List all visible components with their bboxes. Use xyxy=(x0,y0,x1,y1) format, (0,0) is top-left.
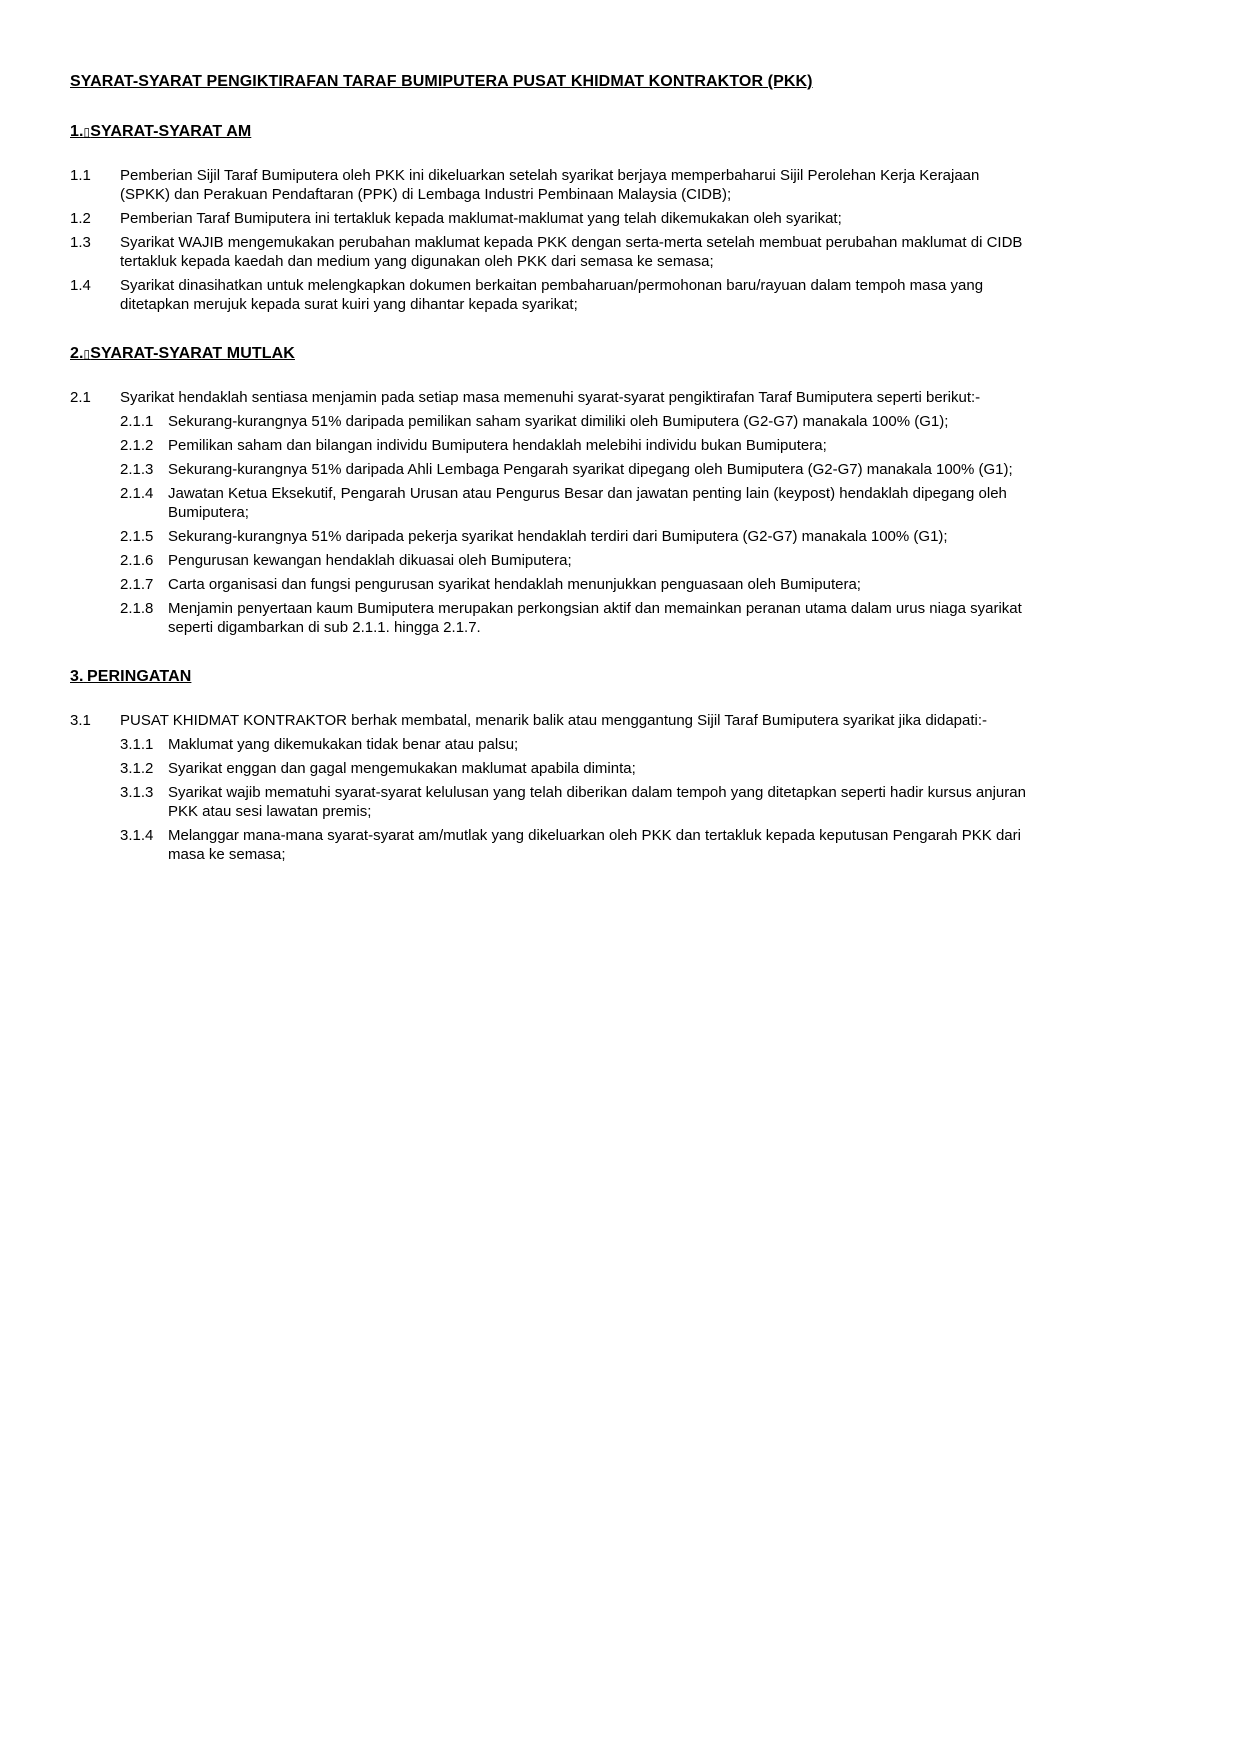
clause-2-1-4 xyxy=(120,484,1170,522)
clause-2-1-8 xyxy=(120,599,1170,637)
clause-number: 3.1.4 xyxy=(120,827,154,844)
clause-3-1-1 xyxy=(120,735,1170,754)
clause-text: Menjamin penyertaan kaum Bumiputera merupakan perkongsian aktif dan memainkan peranan utama dalam urus niaga syarikat seperti digambarkan di sub 2.1.1. hingga 2.1.7. xyxy=(168,600,1022,636)
section-peringatan xyxy=(70,667,1170,864)
clause-number: 3.1.2 xyxy=(120,760,154,777)
clause-3-1 xyxy=(70,711,1170,730)
clause-number: 1.3 xyxy=(70,234,91,251)
clause-text: Pemberian Sijil Taraf Bumiputera oleh PKK ini dikeluarkan setelah syarikat berjaya memperbaharui Sijil Perolehan Kerja Kerajaan (SPKK) dan Perakuan Pendaftaran (PPK) di Lembaga Industri Pembinaan Malaysia (CIDB); xyxy=(120,167,980,203)
clause-text: Pemberian Taraf Bumiputera ini tertakluk kepada maklumat-maklumat yang telah dikemukakan oleh syarikat; xyxy=(120,210,842,227)
clause-2-1-3 xyxy=(120,460,1170,479)
clause-text: Sekurang-kurangnya 51% daripada Ahli Lembaga Pengarah syarikat dipegang oleh Bumiputera (G2-G7) manakala 100% (G1); xyxy=(168,461,1013,478)
clause-number: 3.1 xyxy=(70,712,91,729)
clause-text: Carta organisasi dan fungsi pengurusan syarikat hendaklah menunjukkan penguasaan oleh Bumiputera; xyxy=(168,576,861,593)
clause-text: Syarikat hendaklah sentiasa menjamin pada setiap masa memenuhi syarat-syarat pengiktirafan Taraf Bumiputera seperti berikut:- xyxy=(120,389,981,406)
section-2-heading-label: SYARAT-SYARAT MUTLAK xyxy=(90,345,295,362)
clause-text: Pemilikan saham dan bilangan individu Bumiputera hendaklah melebihi individu bukan Bumiputera; xyxy=(168,437,827,454)
clause-text: Syarikat wajib mematuhi syarat-syarat kelulusan yang telah diberikan dalam tempoh yang ditetapkan seperti hadir kursus anjuran PKK atau sesi lawatan premis; xyxy=(168,784,1026,820)
clause-number: 1.4 xyxy=(70,277,91,294)
clause-1-4 xyxy=(70,276,1170,314)
section-1-heading xyxy=(70,122,1170,142)
clause-number: 1.2 xyxy=(70,210,91,227)
clause-1-1 xyxy=(70,166,1170,204)
clause-number: 2.1.5 xyxy=(120,528,154,545)
clause-number: 2.1 xyxy=(70,389,91,406)
clause-text: Pengurusan kewangan hendaklah dikuasai oleh Bumiputera; xyxy=(168,552,572,569)
section-2-heading-number: 2. xyxy=(70,345,84,362)
clause-1-3 xyxy=(70,233,1170,271)
clause-number: 2.1.3 xyxy=(120,461,154,478)
clause-number: 2.1.6 xyxy=(120,552,154,569)
section-syarat-am xyxy=(70,122,1170,314)
clause-number: 2.1.2 xyxy=(120,437,154,454)
clause-3-1-sublist xyxy=(120,735,1170,864)
clause-2-1-5 xyxy=(120,527,1170,546)
clause-3-1-2 xyxy=(120,759,1170,778)
clause-number: 2.1.1 xyxy=(120,413,154,430)
section-2-heading xyxy=(70,344,1170,364)
missing-glyph-box: ▯ xyxy=(83,347,91,361)
clause-2-1-7 xyxy=(120,575,1170,594)
clause-2-1 xyxy=(70,388,1170,407)
clause-text: Syarikat enggan dan gagal mengemukakan maklumat apabila diminta; xyxy=(168,760,636,777)
clause-2-1-sublist xyxy=(120,412,1170,637)
section-3-heading-label: PERINGATAN xyxy=(86,668,192,685)
clause-number: 1.1 xyxy=(70,167,91,184)
clause-text: Syarikat WAJIB mengemukakan perubahan maklumat kepada PKK dengan serta-merta setelah membuat perubahan maklumat di CIDB tertakluk kepada kaedah dan medium yang digunakan oleh PKK dari semasa ke semasa; xyxy=(120,234,1023,270)
clause-3-1-4 xyxy=(120,826,1170,864)
clause-2-1-2 xyxy=(120,436,1170,455)
clause-text: Sekurang-kurangnya 51% daripada pekerja syarikat hendaklah terdiri dari Bumiputera (G2-G7) manakala 100% (G1); xyxy=(168,528,948,545)
clause-3-1-3 xyxy=(120,783,1170,821)
clause-number: 2.1.8 xyxy=(120,600,154,617)
section-3-heading-number: 3. xyxy=(70,668,84,685)
clause-text: PUSAT KHIDMAT KONTRAKTOR berhak membatal, menarik balik atau menggantung Sijil Taraf Bumiputera syarikat jika didapati:- xyxy=(120,712,988,729)
clause-2-1-1 xyxy=(120,412,1170,431)
clause-text: Melanggar mana-mana syarat-syarat am/mutlak yang dikeluarkan oleh PKK dan tertakluk kepada keputusan Pengarah PKK dari masa ke semasa; xyxy=(168,827,1021,863)
clause-number: 3.1.1 xyxy=(120,736,154,753)
clause-number: 2.1.4 xyxy=(120,485,154,502)
clause-2-1-6 xyxy=(120,551,1170,570)
section-syarat-mutlak xyxy=(70,344,1170,637)
clause-text: Sekurang-kurangnya 51% daripada pemilikan saham syarikat dimiliki oleh Bumiputera (G2-G7) manakala 100% (G1); xyxy=(168,413,949,430)
clause-number: 3.1.3 xyxy=(120,784,154,801)
clause-text: Jawatan Ketua Eksekutif, Pengarah Urusan atau Pengurus Besar dan jawatan penting lain (keypost) hendaklah dipegang oleh Bumiputera; xyxy=(168,485,1007,521)
missing-glyph-box: ▯ xyxy=(83,125,91,139)
document-title: SYARAT-SYARAT PENGIKTIRAFAN TARAF BUMIPUTERA PUSAT KHIDMAT KONTRAKTOR (PKK) xyxy=(70,73,813,90)
clause-text: Maklumat yang dikemukakan tidak benar atau palsu; xyxy=(168,736,519,753)
clause-1-2 xyxy=(70,209,1170,228)
section-1-heading-label: SYARAT-SYARAT AM xyxy=(90,123,252,140)
section-1-heading-number: 1. xyxy=(70,123,84,140)
clause-text: Syarikat dinasihatkan untuk melengkapkan dokumen berkaitan pembaharuan/permohonan baru/rayuan dalam tempoh masa yang ditetapkan merujuk kepada surat kuiri yang dihantar kepada syarikat; xyxy=(120,277,984,313)
clause-number: 2.1.7 xyxy=(120,576,154,593)
section-3-heading xyxy=(70,667,1170,687)
